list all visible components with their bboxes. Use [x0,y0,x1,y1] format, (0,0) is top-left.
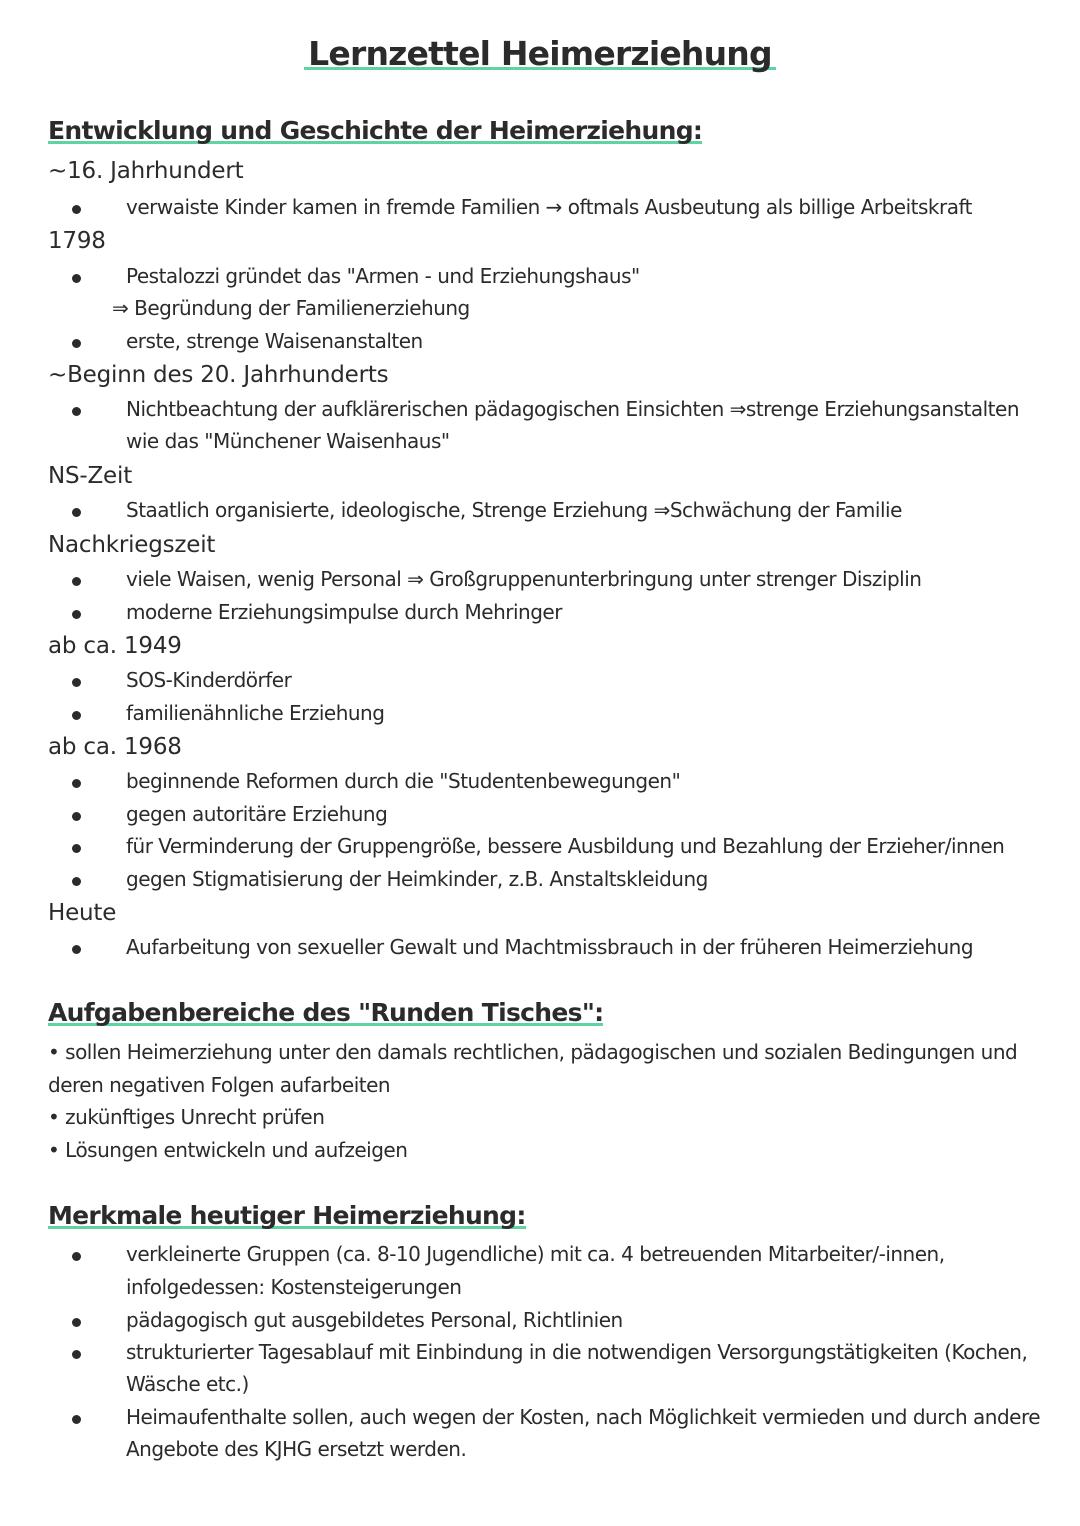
period-label: NS-Zeit [48,463,133,489]
list-item: Pestalozzi gründet das "Armen - und Erziehungshaus" [126,264,640,288]
list-item: viele Waisen, wenig Personal ⇒ Großgruppenunterbringung unter strenger Disziplin [126,567,922,591]
text-line: • sollen Heimerziehung unter den damals rechtlichen, pädagogischen und sozialen Bedingungen und [48,1040,1018,1064]
list-item: pädagogisch gut ausgebildetes Personal, Richtlinien [126,1308,623,1332]
sub-item: ⇒ Begründung der Familienerziehung [112,296,470,320]
period-label: ab ca. 1968 [48,734,182,760]
period-label: ab ca. 1949 [48,633,182,659]
list-item: erste, strenge Waisenanstalten [126,329,423,353]
period-label: Heute [48,900,117,926]
text-line: deren negativen Folgen aufarbeiten [48,1073,391,1097]
bullet-dot [72,1318,81,1327]
period-label: ~16. Jahrhundert [48,158,244,184]
list-item: SOS-Kinderdörfer [126,668,292,692]
list-item: Nichtbeachtung der aufklärerischen pädagogischen Einsichten ⇒strenge Erziehungsanstalten [126,397,1019,421]
bullet-dot [72,610,81,619]
period-label: ~Beginn des 20. Jahrhunderts [48,362,389,388]
list-item: beginnende Reformen durch die "Studentenbewegungen" [126,769,681,793]
list-item: Heimaufenthalte sollen, auch wegen der Kosten, nach Möglichkeit vermieden und durch andere [126,1405,1041,1429]
bullet-dot [72,1415,81,1424]
bullet-dot [72,711,81,720]
list-item-continuation: Angebote des KJHG ersetzt werden. [126,1437,467,1461]
bullet-dot [72,407,81,416]
bullet-dot [72,577,81,586]
list-item-continuation: Wäsche etc.) [126,1372,249,1396]
bullet-dot [72,844,81,853]
bullet-dot [72,812,81,821]
list-item-continuation: wie das "Münchener Waisenhaus" [126,429,450,453]
list-item: strukturierter Tagesablauf mit Einbindung in die notwendigen Versorgungstätigkeiten (Kochen, [126,1340,1028,1364]
text-line: • zukünftiges Unrecht prüfen [48,1105,325,1129]
page-title: Lernzettel Heimerziehung [0,34,1080,73]
list-item: moderne Erziehungsimpulse durch Mehringer [126,600,562,624]
list-item: verkleinerte Gruppen (ca. 8-10 Jugendliche) mit ca. 4 betreuenden Mitarbeiter/-innen, [126,1242,945,1266]
list-item: familienähnliche Erziehung [126,701,385,725]
list-item: Staatlich organisierte, ideologische, Strenge Erziehung ⇒Schwächung der Familie [126,498,902,522]
bullet-dot [72,877,81,886]
bullet-dot [72,205,81,214]
section-heading-round-table: Aufgabenbereiche des "Runden Tisches": [48,998,604,1027]
bullet-dot [72,678,81,687]
bullet-dot [72,508,81,517]
period-label: Nachkriegszeit [48,532,216,558]
period-label: 1798 [48,228,106,254]
bullet-dot [72,339,81,348]
list-item: für Verminderung der Gruppengröße, bessere Ausbildung und Bezahlung der Erzieher/innen [126,834,1005,858]
list-item: Aufarbeitung von sexueller Gewalt und Machtmissbrauch in der früheren Heimerziehung [126,935,974,959]
bullet-dot [72,1252,81,1261]
bullet-dot [72,779,81,788]
bullet-dot [72,274,81,283]
text-line: • Lösungen entwickeln und aufzeigen [48,1138,408,1162]
bullet-dot [72,945,81,954]
list-item-continuation: infolgedessen: Kostensteigerungen [126,1275,462,1299]
list-item: gegen autoritäre Erziehung [126,802,388,826]
section-heading-history: Entwicklung und Geschichte der Heimerziehung: [48,116,703,145]
bullet-dot [72,1350,81,1359]
list-item: verwaiste Kinder kamen in fremde Familien → oftmals Ausbeutung als billige Arbeitskraft [126,195,973,219]
section-heading-features: Merkmale heutiger Heimerziehung: [48,1201,526,1230]
list-item: gegen Stigmatisierung der Heimkinder, z.B. Anstaltskleidung [126,867,708,891]
